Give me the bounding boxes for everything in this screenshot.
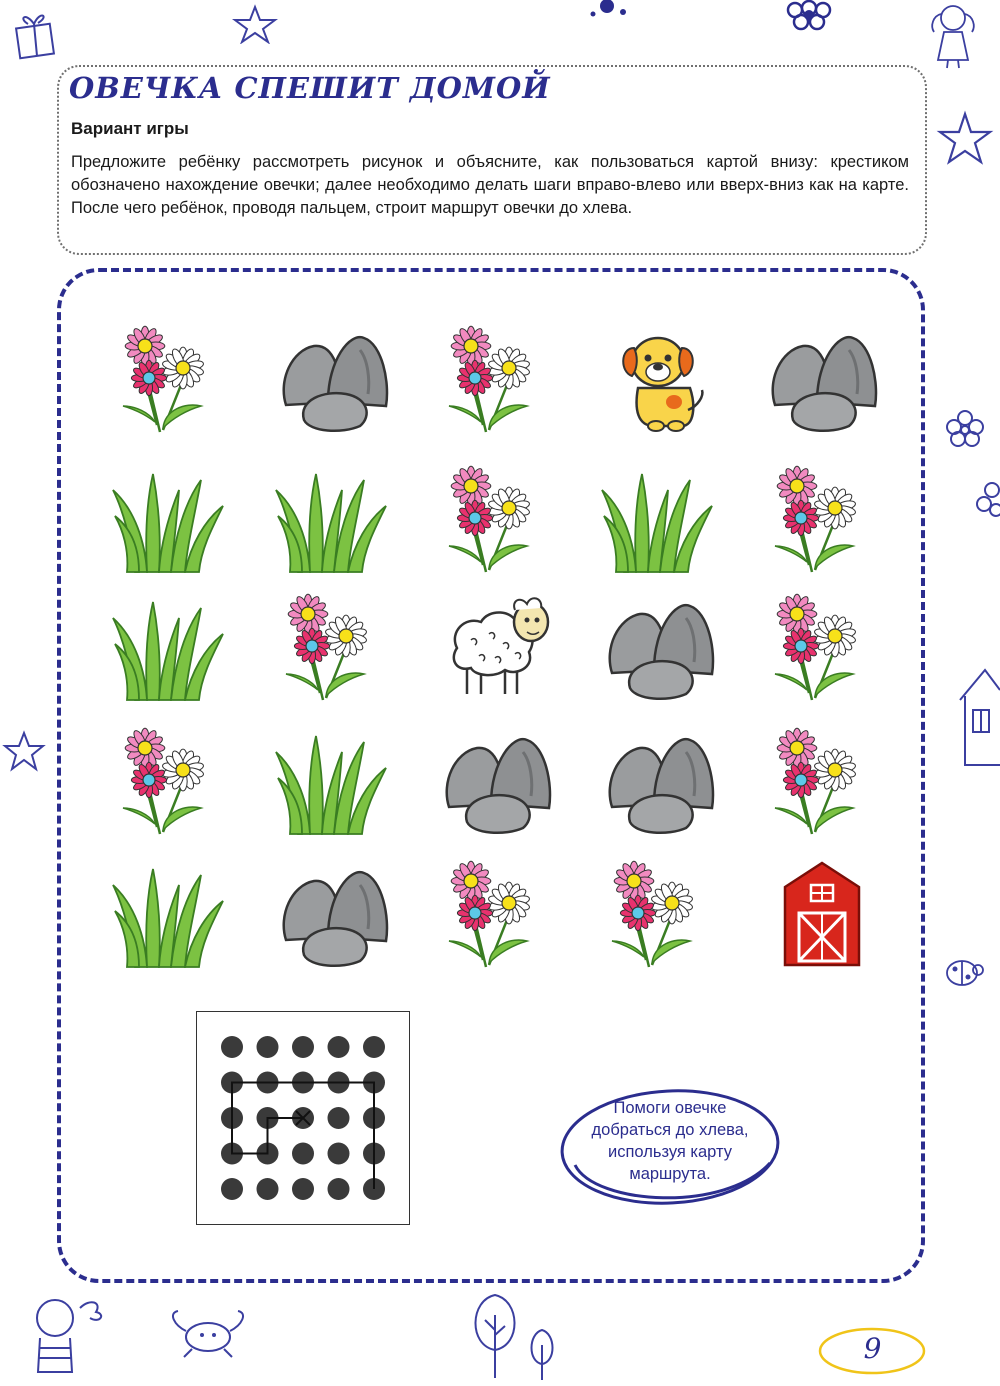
grass-picture-icon[interactable] [105, 845, 235, 975]
map-dot [221, 1178, 243, 1200]
flowers-picture-icon[interactable] [105, 310, 235, 440]
page-number-badge [815, 1326, 930, 1376]
crab-doodle-icon [160, 1305, 255, 1360]
map-dot [363, 1036, 385, 1058]
grass-picture-icon[interactable] [594, 450, 724, 580]
flowers-picture-icon[interactable] [594, 845, 724, 975]
route-map-drawing [197, 1012, 408, 1223]
grass-picture-icon[interactable] [105, 578, 235, 708]
map-dot [257, 1036, 279, 1058]
gift-doodle-icon [12, 8, 62, 63]
star-doodle-left-icon [2, 730, 47, 775]
game-variant-heading: Вариант игры [71, 119, 189, 138]
map-dot [328, 1143, 350, 1165]
ink-splash-icon [585, 0, 635, 22]
map-dot [292, 1036, 314, 1058]
grass-picture-icon[interactable] [105, 450, 235, 580]
boy-doodle-icon [20, 1290, 110, 1382]
grass-picture-icon[interactable] [268, 712, 398, 842]
sheep-picture-icon[interactable] [431, 578, 561, 708]
rocks-picture-icon[interactable] [268, 310, 398, 440]
house-doodle-icon [955, 660, 1000, 770]
flowers-picture-icon[interactable] [431, 845, 561, 975]
route-map [196, 1011, 410, 1225]
star-doodle-icon-right [935, 110, 995, 170]
rocks-picture-icon[interactable] [431, 712, 561, 842]
map-dot [328, 1178, 350, 1200]
flowers-picture-icon[interactable] [757, 712, 887, 842]
rocks-picture-icon[interactable] [757, 310, 887, 440]
flower-doodle-icon [778, 0, 840, 32]
page-number: 9 [863, 1332, 882, 1365]
grass-picture-icon[interactable] [268, 450, 398, 580]
map-dot [328, 1036, 350, 1058]
rocks-picture-icon[interactable] [594, 578, 724, 708]
barn-picture-icon[interactable] [757, 845, 887, 975]
flowers-picture-icon[interactable] [431, 450, 561, 580]
flowers-picture-icon[interactable] [268, 578, 398, 708]
dog-picture-icon[interactable] [594, 310, 724, 440]
flower-doodle-right2-icon [970, 478, 1000, 528]
flowers-picture-icon[interactable] [757, 450, 887, 580]
instructions-text: Предложите ребёнку рассмотреть рисунок и объясните, как пользоваться картой внизу: крестиком обозначено нахождение овечки; далее необходимо делать шаги вправо-влево или вверх-вниз как на карте. После чего ребёнок, проводя пальцем, строит маршрут овечки до хлева. [71, 153, 909, 217]
ladybug-doodle-icon [940, 955, 990, 990]
flowers-picture-icon[interactable] [757, 578, 887, 708]
tree-doodle-icon [460, 1290, 570, 1382]
flower-doodle-right-icon [940, 405, 990, 455]
route-path-line [232, 1083, 374, 1190]
map-dot [328, 1107, 350, 1129]
flowers-picture-icon[interactable] [105, 712, 235, 842]
page-title: ОВЕЧКА СПЕШИТ ДОМОЙ [69, 71, 551, 105]
rocks-picture-icon[interactable] [594, 712, 724, 842]
map-dot [221, 1036, 243, 1058]
rocks-picture-icon[interactable] [268, 845, 398, 975]
star-doodle-icon [230, 4, 280, 44]
hint-text: Помоги овечке добраться до хлева, используя карту маршрута. [591, 1099, 749, 1183]
instructions-panel [57, 65, 927, 255]
flowers-picture-icon[interactable] [431, 310, 561, 440]
map-dot [292, 1178, 314, 1200]
map-dot [292, 1143, 314, 1165]
map-dot [257, 1178, 279, 1200]
girl-doodle-icon [918, 0, 988, 70]
hint-bubble [555, 1085, 785, 1215]
